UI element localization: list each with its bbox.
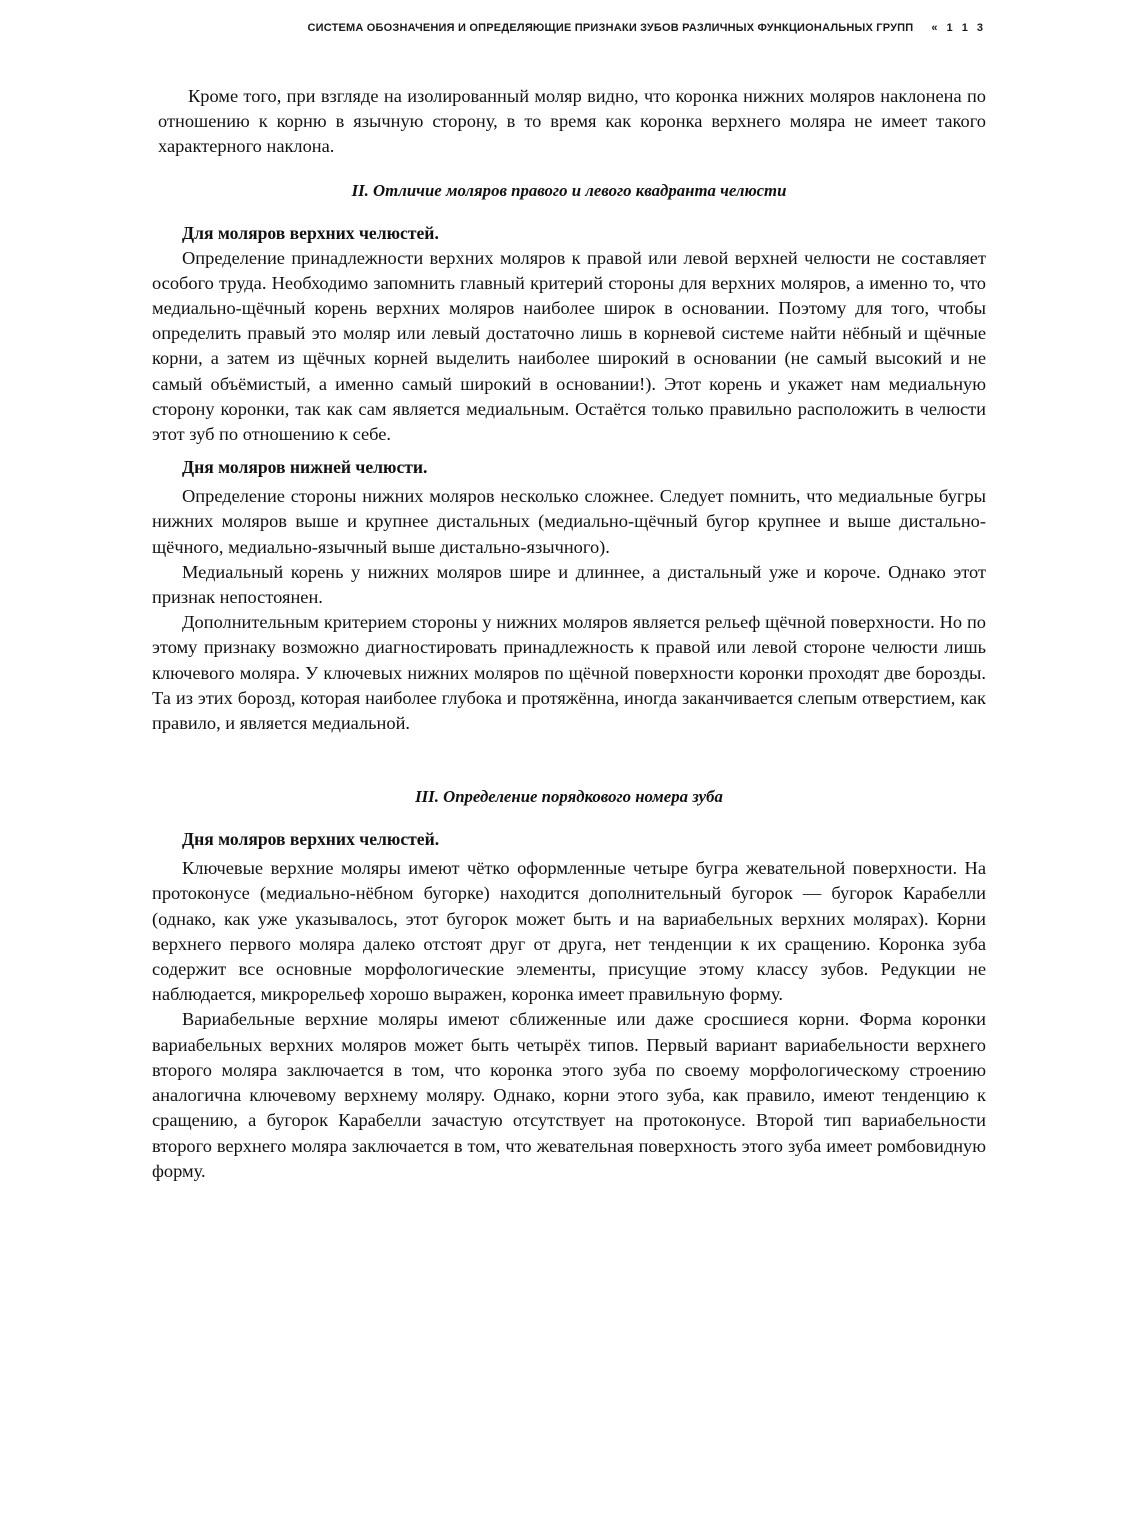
section-2-lower-paragraph: Медиальный корень у нижних моляров шире и длиннее, а дистальный уже и короче. Однако этот признак непостоянен. xyxy=(152,561,986,608)
section-2-title: II. Отличие моляров правого и левого квадранта челюсти xyxy=(351,180,787,200)
section-2-upper-subhead: Для моляров верхних челюстей. xyxy=(182,222,439,243)
section-2-lower-subhead: Дня моляров нижней челюсти. xyxy=(182,457,428,478)
section-2-lower-paragraph: Дополнительным критерием стороны у нижних моляров является рельеф щёчной поверхности. Но по этому признаку возможно диагностировать принадлежность к правой или левой стороне челюсти лишь ключевого моляра. У ключевых нижних моляров по щёчной поверхности коронки проходят две борозды. Та из этих борозд, которая наиболее глубока и протяжённа, иногда заканчивается слепым отверстием, как правило, и является медиальной. xyxy=(152,612,986,734)
section-3-upper-paragraph: Ключевые верхние моляры имеют чётко оформленные четыре бугра жевательной поверхности. На протоконусе (медиально-нёбном бугорке) находится дополнительный бугорок — бугорок Карабелли (однако, как уже указывалось, этот бугорок может быть и на вариабельных верхних молярах). Корни верхнего первого моляра далеко отстоят друг от друга, нет тенденции к их сращению. Коронка зуба содержит все основные морфологические элементы, присущие этому классу зубов. Редукции не наблюдается, микрорельеф хорошо выражен, коронка имеет правильную форму. xyxy=(152,858,986,1005)
page-number: « 1 1 3 xyxy=(931,22,986,34)
section-3-title: III. Определение порядкового номера зуба xyxy=(415,787,723,807)
running-header-title: СИСТЕМА ОБОЗНАЧЕНИЯ И ОПРЕДЕЛЯЮЩИЕ ПРИЗНАКИ ЗУБОВ РАЗЛИЧНЫХ ФУНКЦИОНАЛЬНЫХ ГРУПП xyxy=(307,22,914,34)
section-2-upper-paragraph: Определение принадлежности верхних моляров к правой или левой верхней челюсти не составляет особого труда. Необходимо запомнить главный критерий стороны для верхних моляров, а именно то, что медиально-щёчный корень верхних моляров наиболее широк в основании. Поэтому для того, чтобы определить правый это моляр или левый достаточно лишь в корневой системе найти нёбный и щёчные корни, а затем из щёчных корней выделить наиболее широкий в основании (не самый высокий и не самый объёмистый, а именно самый широкий в основании!). Этот корень и укажет нам медиальную сторону коронки, так как сам является медиальным. Остаётся только правильно расположить в челюсти этот зуб по отношению к себе. xyxy=(152,247,986,445)
page-content xyxy=(152,84,986,1184)
intro-paragraph: Кроме того, при взгляде на изолированный моляр видно, что коронка нижних моляров наклонена по отношению к корню в язычную сторону, в то время как коронка верхнего моляра не имеет такого характерного наклона. xyxy=(158,86,986,157)
running-header xyxy=(150,22,986,34)
section-3-upper-subhead: Дня моляров верхних челюстей. xyxy=(182,829,440,850)
section-2-lower-paragraph: Определение стороны нижних моляров несколько сложнее. Следует помнить, что медиальные бугры нижних моляров выше и крупнее дистальных (медиально-щёчный бугор крупнее и выше дистально-щёчного, медиально-язычный выше дистально-язычного). xyxy=(152,486,986,557)
section-3-upper-paragraph: Вариабельные верхние моляры имеют сближенные или даже сросшиеся корни. Форма коронки вариабельных верхних моляров может быть четырёх типов. Первый вариант вариабельности верхнего второго моляра заключается в том, что коронка этого зуба по своему морфологическому строению аналогична ключевому верхнему моляру. Однако, корни этого зуба, как правило, имеют тенденцию к сращению, а бугорок Карабелли зачастую отсутствует на протоконусе. Второй тип вариабельности второго верхнего моляра заключается в том, что жевательная поверхность этого зуба имеет ромбовидную форму. xyxy=(152,1009,986,1181)
